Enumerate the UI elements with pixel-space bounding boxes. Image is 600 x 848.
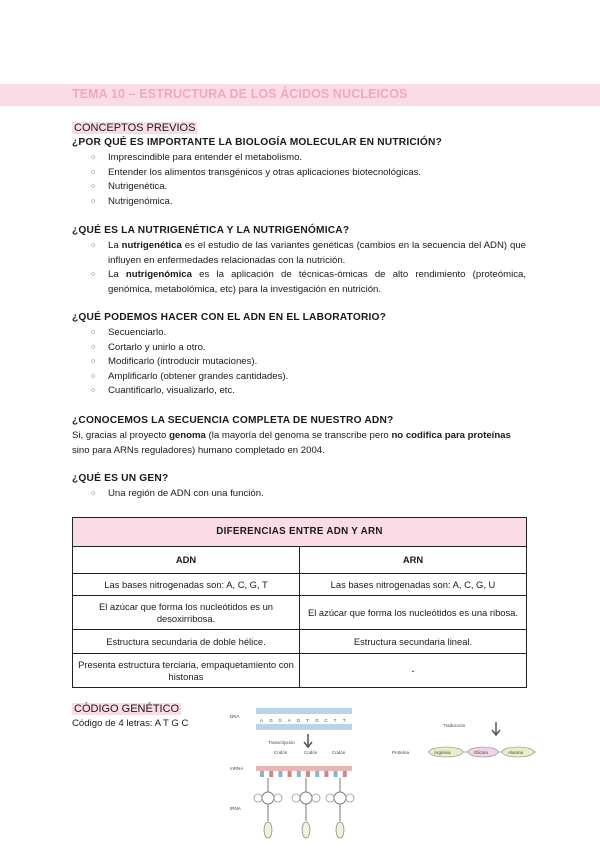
list-item: ○ Nutrigenética. (72, 180, 532, 195)
table-cell: Presenta estructura terciaria, empaquetamiento con histonas (73, 654, 300, 688)
transcription-figure (228, 706, 358, 846)
trna-molecule (254, 794, 354, 802)
list-item: ○ Cortarlo y unirlo a otro. (72, 341, 532, 356)
mrna-strand (256, 766, 352, 771)
dna-strand-bottom (256, 724, 352, 730)
codon-label: Codón (332, 750, 346, 755)
dna-label: DNA (230, 714, 240, 719)
list-item: ○ La nutrigenómica es la aplicación de técnicas-ómicas de alto rendimiento (proteómica, genómica, metabolómica, etc) para la investigación en nutrición. (72, 268, 526, 297)
mrna-label: mRNA (230, 766, 244, 771)
mrna-base (315, 771, 319, 777)
table-title: DIFERENCIAS ENTRE ADN Y ARN (73, 518, 527, 547)
question-laboratorio: ¿QUÉ PODEMOS HACER CON EL ADN EN EL LABORATORIO? (72, 312, 387, 323)
mrna-base (269, 771, 273, 777)
table-cell: Estructura secundaria lineal. (300, 630, 527, 654)
section-label-text: CONCEPTOS PREVIOS (74, 122, 196, 134)
list-item: ○ La nutrigenética es el estudio de las variantes genéticas (cambios en la secuencia del ADN) que influyen en enfermedades relacionadas con la nutrición. (72, 239, 526, 268)
arrow-down-icon (304, 734, 312, 747)
dna-base-letter: C (324, 718, 328, 723)
nutri-list (72, 239, 526, 297)
dna-base-letter: G (278, 718, 282, 723)
dna-base-letter: T (342, 718, 346, 723)
page-title: TEMA 10 – ESTRUCTURA DE LOS ÁCIDOS NUCLEICOS (72, 87, 408, 101)
dna-rna-table (72, 517, 527, 688)
gen-list (72, 487, 532, 502)
table-cell: Las bases nitrogenadas son: A, C, G, T (73, 574, 300, 596)
section-label-conceptos (72, 122, 197, 134)
section-label-text: CÓDIGO GENÉTICO (74, 703, 180, 715)
table-cell: El azúcar que forma los nucleótidos es una ribosa. (300, 596, 527, 630)
question-importance: ¿POR QUÉ ES IMPORTANTE LA BIOLOGÍA MOLECULAR EN NUTRICIÓN? (72, 137, 443, 148)
table-cell: - (300, 654, 527, 688)
table-cell: Las bases nitrogenadas son: A, C, G, U (300, 574, 527, 596)
translation-figure (388, 720, 538, 780)
protein-label: Proteína (392, 750, 410, 755)
mrna-base (334, 771, 338, 777)
arrow-down-icon (492, 722, 500, 735)
importance-list (72, 151, 532, 209)
mrna-base (278, 771, 282, 777)
amino-acid-label: Alanina (508, 750, 524, 755)
table-cell: El azúcar que forma los nucleótidos es un desoxirribosa. (73, 596, 300, 630)
mrna-base (324, 771, 328, 777)
mrna-base (260, 771, 264, 777)
dna-bases (260, 718, 346, 723)
dna-strand-top (256, 708, 352, 714)
term-nutrigenetica: nutrigenética (121, 240, 182, 251)
question-gen: ¿QUÉ ES UN GEN? (72, 473, 169, 484)
table-row (73, 630, 527, 654)
codigo-text: Código de 4 letras: A T G C (72, 718, 189, 729)
secuencia-paragraph: Si, gracias al proyecto genoma (la mayoría del genoma se transcribe pero no codifica para proteínas sino para ARNs reguladores) humano completado en 2004. (72, 430, 511, 456)
dna-base-letter: G (296, 718, 301, 723)
dna-base-letter: A (287, 718, 291, 723)
dna-base-letter: T (333, 718, 337, 723)
mrna-bases (260, 771, 347, 777)
column-header-arn: ARN (300, 547, 527, 574)
table-row (73, 654, 527, 688)
dna-base-letter: T (306, 718, 309, 723)
list-item: ○ Entender los alimentos transgénicos y otras aplicaciones biotecnológicas. (72, 166, 532, 181)
list-item: ○ Secuenciarlo. (72, 326, 532, 341)
dna-base-letter: G (269, 718, 273, 723)
list-item: ○ Una región de ADN con una función. (72, 487, 532, 502)
list-item: ○ Cuantificarlo, visualizarlo, etc. (72, 384, 532, 399)
list-item: ○ Modificarlo (introducir mutaciones). (72, 355, 532, 370)
question-secuencia: ¿CONOCEMOS LA SECUENCIA COMPLETA DE NUESTRO ADN? (72, 415, 394, 426)
list-item: ○ Nutrigenómica. (72, 195, 532, 210)
question-nutrigenetica: ¿QUÉ ES LA NUTRIGENÉTICA Y LA NUTRIGENÓMICA? (72, 225, 350, 236)
column-header-adn: ADN (73, 547, 300, 574)
amino-acid (264, 822, 344, 838)
amino-acid-label: Glicina (474, 750, 488, 755)
table-row (73, 596, 527, 630)
mrna-base (288, 771, 292, 777)
term-nutrigenomica: nutrigenómica (125, 269, 192, 281)
dna-base-letter: A (260, 718, 264, 723)
transcription-label: Transcripción (268, 740, 295, 745)
amino-acid-label: Arginina (434, 750, 451, 755)
translation-label: Traducción (443, 723, 466, 728)
lab-list (72, 326, 532, 399)
codon-label: Codón (274, 750, 288, 755)
list-item: ○ Amplificarlo (obtener grandes cantidades). (72, 370, 532, 385)
table-cell: Estructura secundaria de doble hélice. (73, 630, 300, 654)
section-label-codigo (72, 703, 181, 715)
codon-label: Codón (304, 750, 318, 755)
mrna-base (343, 771, 347, 777)
dna-base-letter: G (315, 718, 319, 723)
mrna-base (306, 771, 310, 777)
table-row (73, 574, 527, 596)
mrna-base (297, 771, 301, 777)
trna-label: tRNA (230, 806, 241, 811)
list-item: ○ Imprescindible para entender el metabolismo. (72, 151, 532, 166)
